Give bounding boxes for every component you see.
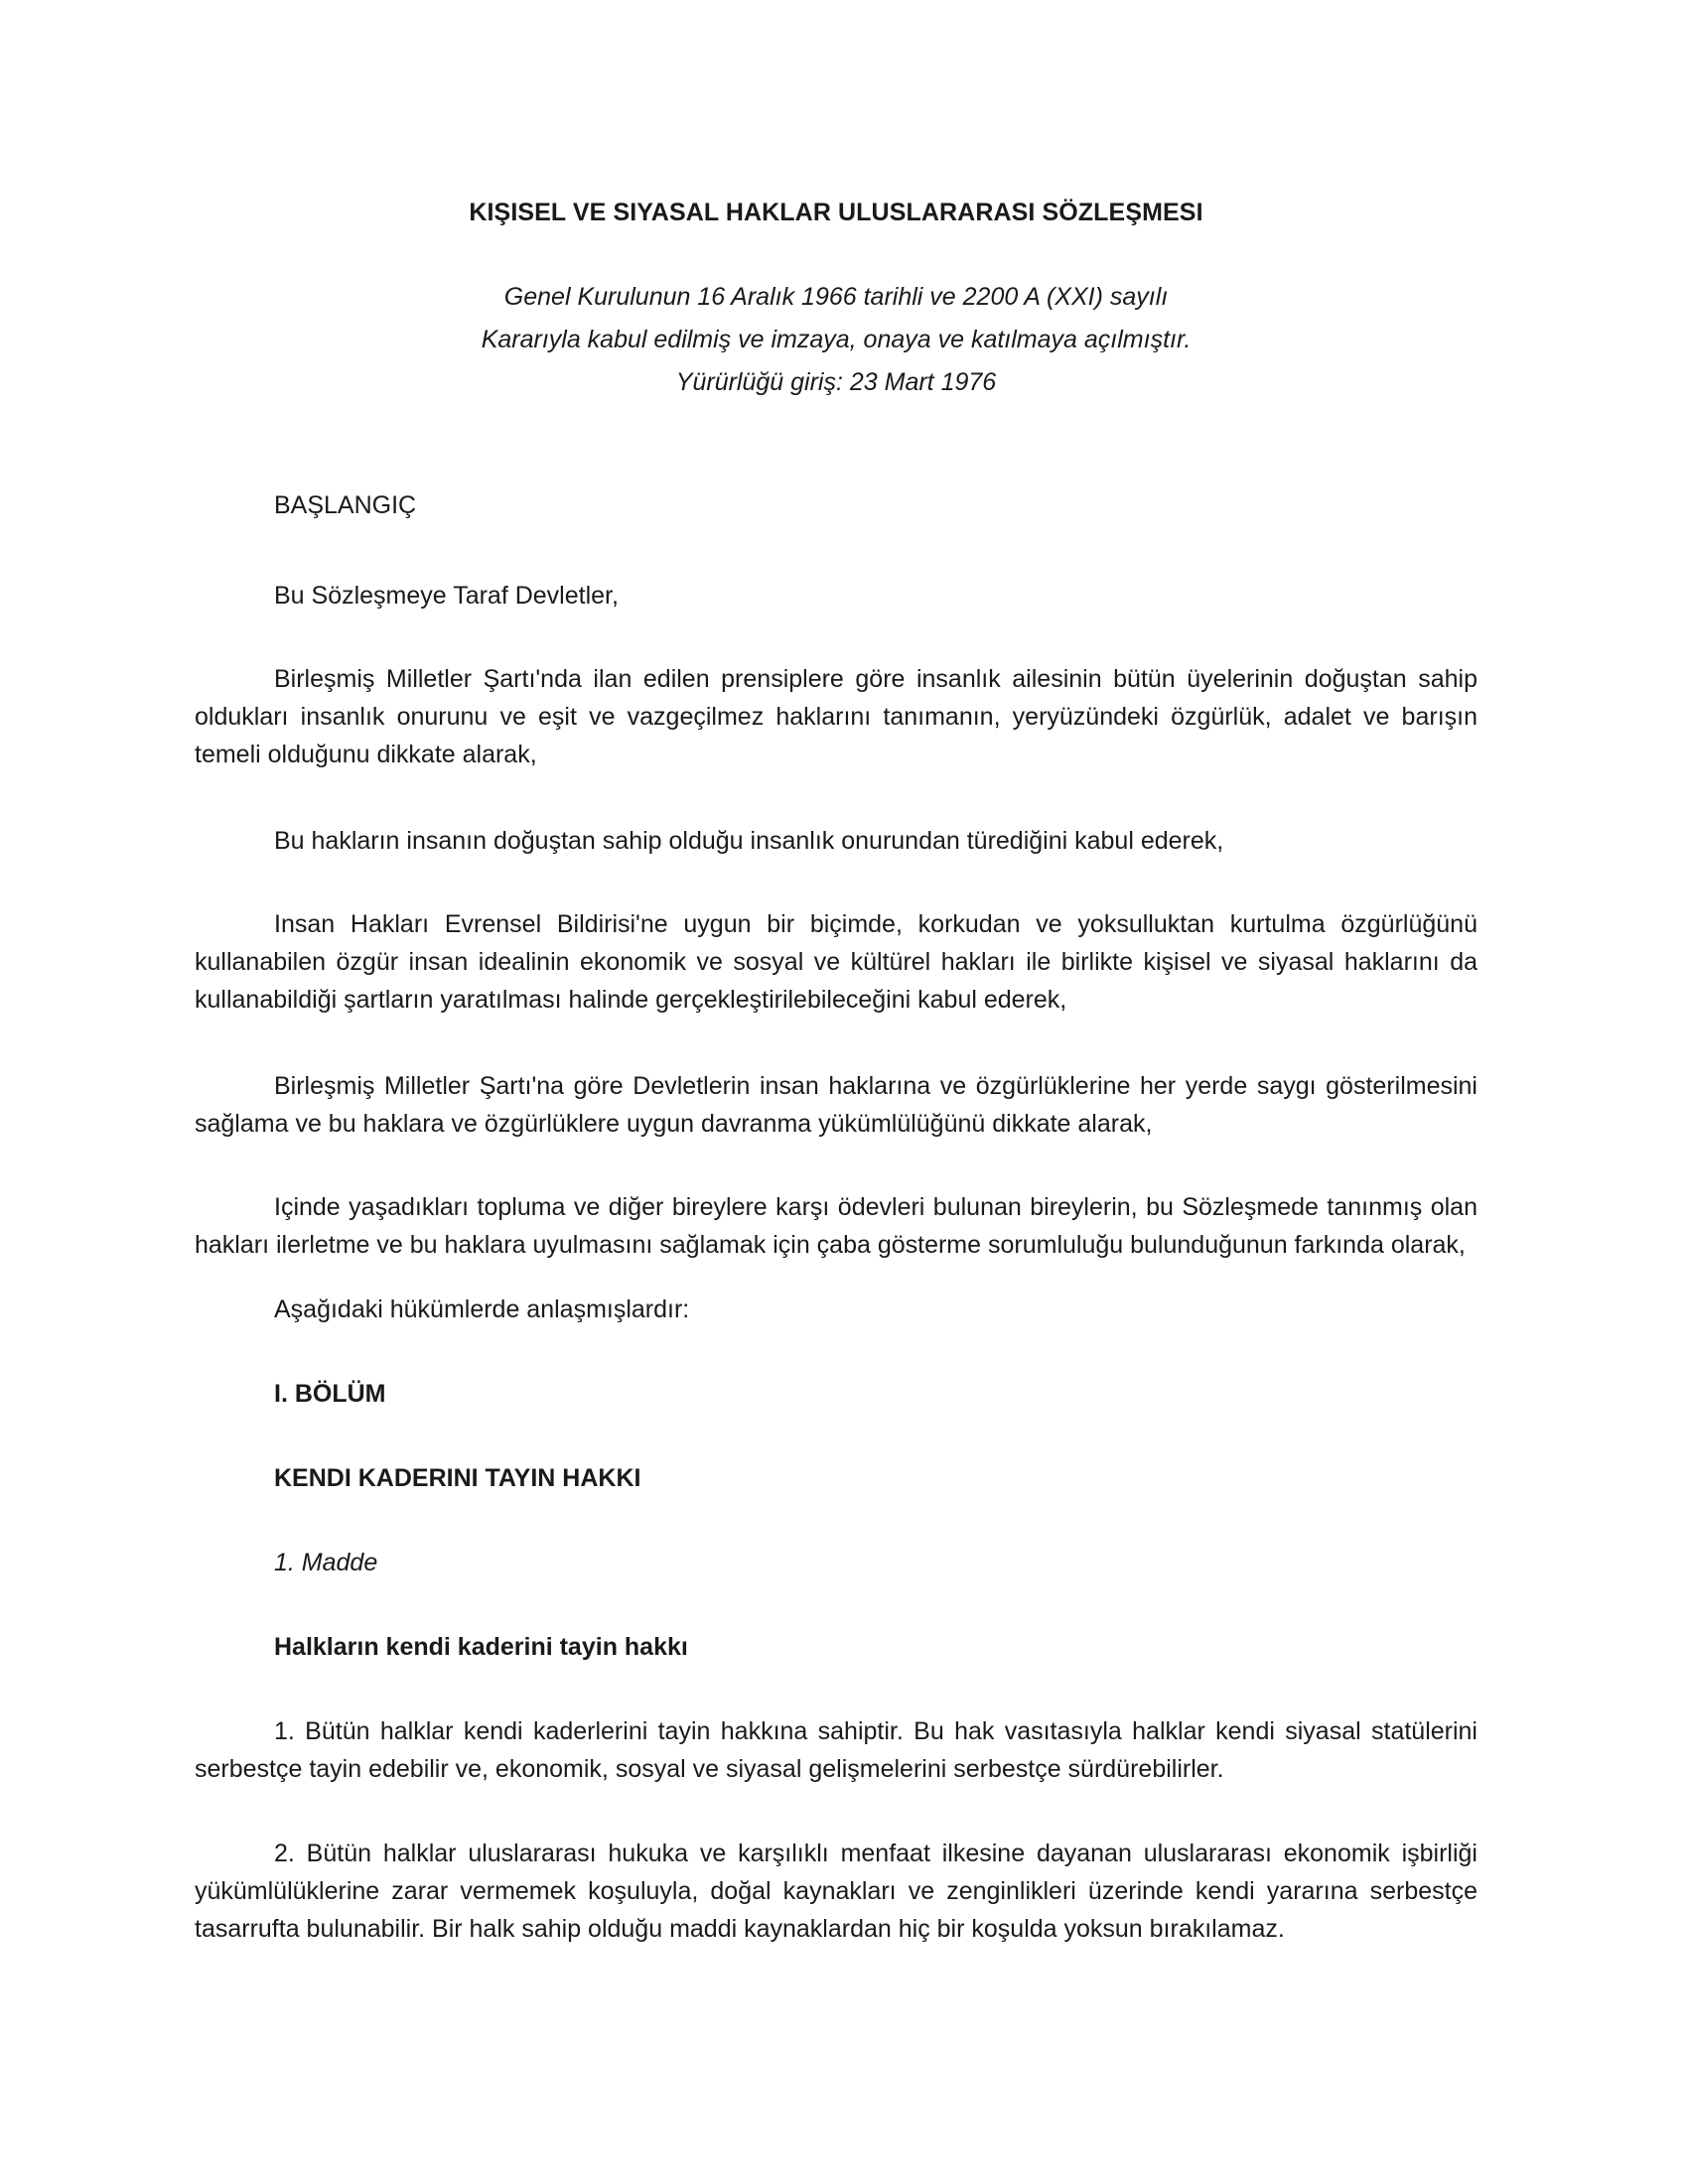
article-paragraph: 1. Bütün halklar kendi kaderlerini tayin hakkına sahiptir. Bu hak vasıtasıyla halklar kendi siyasal statülerini serbestçe tayin edebilir ve, ekonomik, sosyal ve siyasal gelişmelerini serbestçe sürdürebilirler.: [195, 1717, 1477, 1783]
preamble-heading: BAŞLANGIÇ: [274, 491, 417, 519]
article-title: Halkların kendi kaderini tayin hakkı: [274, 1633, 688, 1661]
preamble-paragraph: Bu hakların insanın doğuştan sahip olduğu insanlık onurundan türediğini kabul ederek,: [274, 827, 1224, 855]
article-paragraph: 2. Bütün halklar uluslararası hukuka ve karşılıklı menfaat ilkesine dayanan uluslararası ekonomik işbirliği yükümlülüklerine zarar vermemek koşuluyla, doğal kaynakları ve zenginlikleri üzerinde kendi yararına serbestçe tasarrufta bulunabilir. Bir halk sahip olduğu maddi kaynaklardan hiç bir koşulda yoksun bırakılamaz.: [195, 1840, 1477, 1943]
subtitle-line: Genel Kurulunun 16 Aralık 1966 tarihli ve 2200 A (XXI) sayılı: [503, 283, 1169, 311]
preamble-paragraph: Birleşmiş Milletler Şartı'nda ilan edilen prensiplere göre insanlık ailesinin bütün üyelerinin doğuştan sahip oldukları insanlık onurunu ve eşit ve vazgeçilmez haklarını tanımanın, yeryüzündeki özgürlük, adalet ve barışın temeli olduğunu dikkate alarak,: [195, 665, 1477, 768]
preamble-paragraph: Birleşmiş Milletler Şartı'na göre Devletlerin insan haklarına ve özgürlüklerine her yerde saygı gösterilmesini sağlama ve bu haklara ve özgürlüklere uygun davranma yükümlülüğünü dikkate alarak,: [195, 1072, 1477, 1138]
part-heading: I. BÖLÜM: [274, 1380, 386, 1408]
preamble-paragraph: Insan Hakları Evrensel Bildirisi'ne uygun bir biçimde, korkudan ve yoksulluktan kurtulma özgürlüğünü kullanabilen özgür insan idealinin ekonomik ve sosyal ve kültürel hakları ile birlikte kişisel ve siyasal haklarını da kullanabildiği şartların yaratılması halinde gerçekleştirilebileceğini kabul ederek,: [195, 910, 1477, 1014]
preamble-paragraph: Içinde yaşadıkları topluma ve diğer bireylere karşı ödevleri bulunan bireylerin, bu Sözleşmede tanınmış olan hakları ilerletme ve bu haklara uyulmasını sağlamak için çaba gösterme sorumluluğu bulunduğunun farkında olarak,: [195, 1193, 1477, 1259]
parties-line: Bu Sözleşmeye Taraf Devletler,: [274, 582, 619, 610]
document-subtitle: [195, 276, 1477, 404]
agreement-line: Aşağıdaki hükümlerde anlaşmışlardır:: [274, 1296, 690, 1323]
subtitle-line: Yürürlüğü giriş: 23 Mart 1976: [675, 368, 997, 396]
document-title: KIŞISEL VE SIYASAL HAKLAR ULUSLARARASI SÖZLEŞMESI: [469, 199, 1203, 226]
subtitle-line: Kararıyla kabul edilmiş ve imzaya, onaya ve katılmaya açılmıştır.: [481, 326, 1192, 353]
part-title: KENDI KADERINI TAYIN HAKKI: [274, 1464, 641, 1492]
document-page: [195, 0, 1477, 2184]
article-label: 1. Madde: [274, 1549, 378, 1576]
